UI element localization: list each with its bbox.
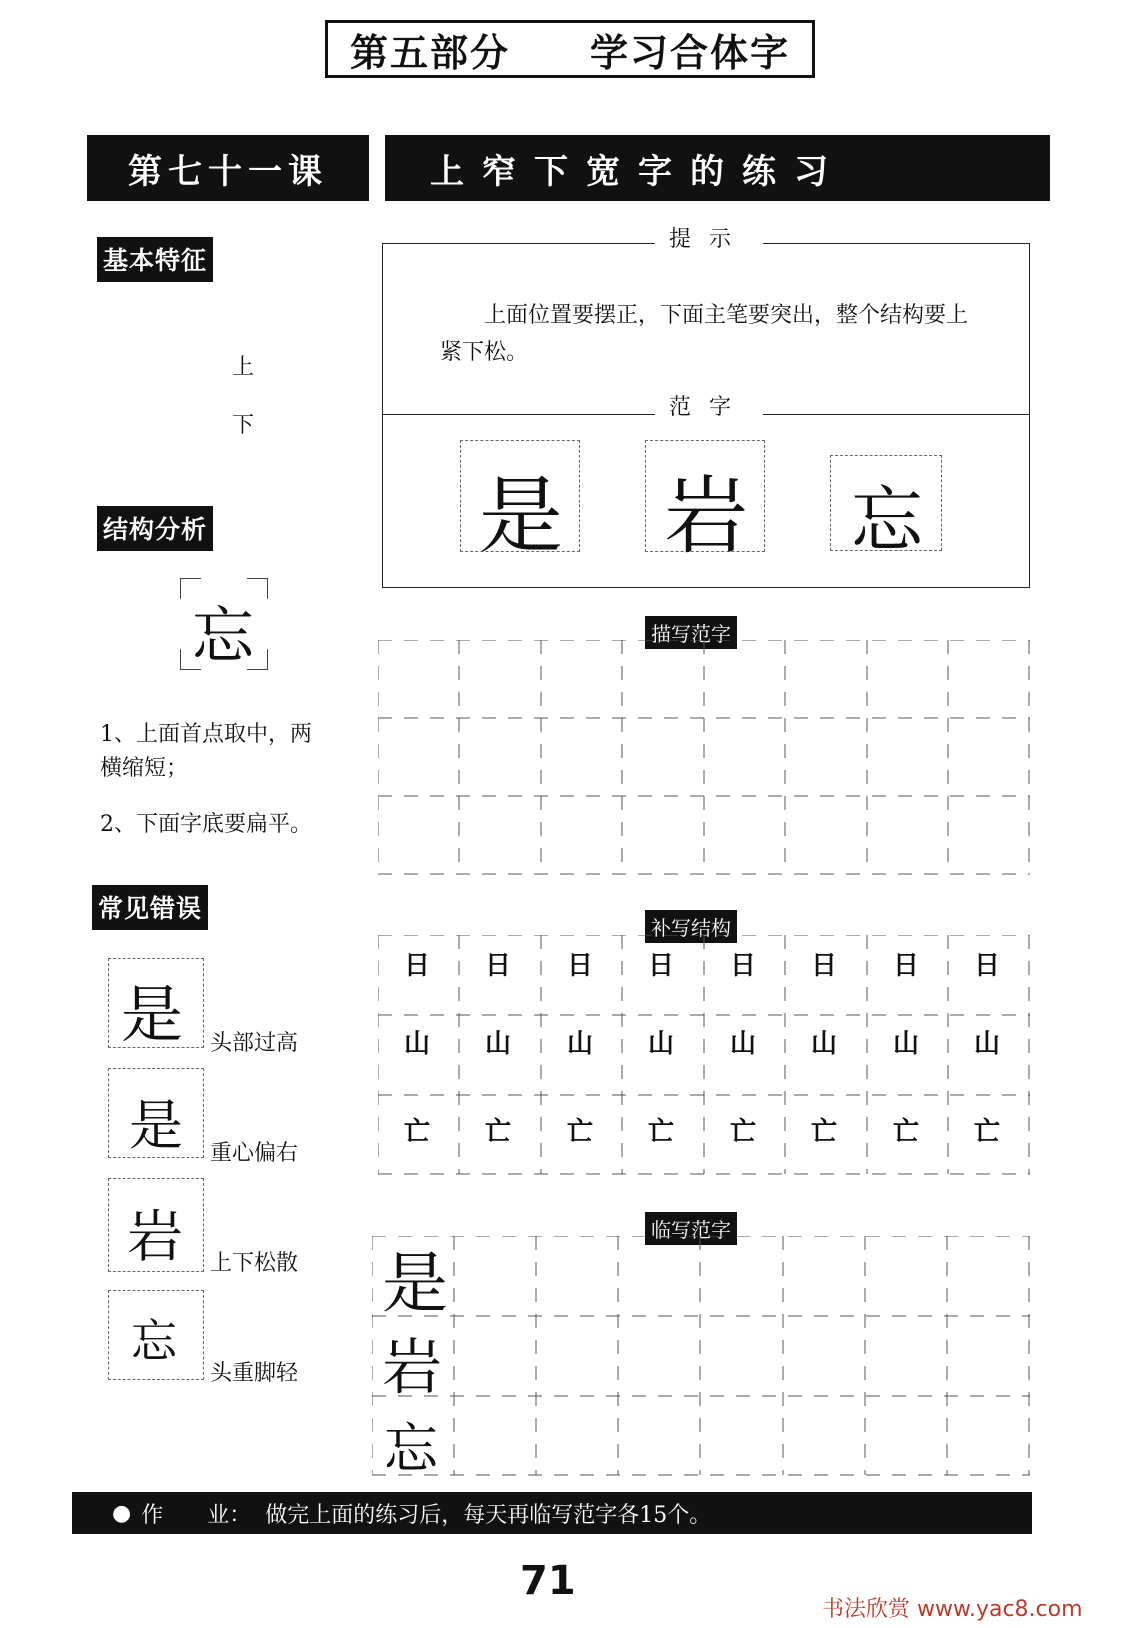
complete-r2-c5: 山 xyxy=(730,1029,757,1059)
error-cell-2 xyxy=(108,1068,204,1158)
copy-grid xyxy=(372,1236,1030,1480)
complete-r2-c6: 山 xyxy=(811,1029,838,1059)
feature-bottom-char: 下 xyxy=(232,413,255,438)
complete-r1-c1: 日 xyxy=(404,951,431,981)
tips-label: 提示 xyxy=(655,222,763,253)
complete-grid xyxy=(378,935,1030,1175)
complete-r3-c6: 亡 xyxy=(811,1117,838,1147)
error-char-2: 是 xyxy=(129,1094,183,1157)
complete-r3-c8: 亡 xyxy=(974,1117,1001,1147)
errors-label: 常见错误 xyxy=(92,885,208,930)
complete-r1-c4: 日 xyxy=(648,951,675,981)
copy-char-2: 岩 xyxy=(382,1333,442,1403)
complete-r1-c6: 日 xyxy=(811,951,838,981)
copy-char-3: 忘 xyxy=(384,1417,438,1480)
complete-grid-lines xyxy=(378,935,1030,1175)
error-desc-4: 头重脚轻 xyxy=(210,1361,299,1386)
feature-top-char: 上 xyxy=(232,355,255,380)
structure-point-2: 2、下面字底要扁平。 xyxy=(100,812,312,837)
complete-r1-c5: 日 xyxy=(730,951,757,981)
error-cell-4 xyxy=(108,1290,204,1380)
model-char-3: 忘 xyxy=(851,478,924,562)
copy-char-1: 是 xyxy=(382,1245,448,1322)
error-desc-1: 头部过高 xyxy=(210,1031,299,1056)
model-char-1: 是 xyxy=(479,467,564,565)
homework-text: 做完上面的练习后，每天再临写范字各15个。 xyxy=(265,1502,712,1528)
complete-r2-c1: 山 xyxy=(404,1029,431,1059)
part-header xyxy=(325,20,815,78)
complete-r3-c1: 亡 xyxy=(404,1117,431,1147)
error-cell-3 xyxy=(108,1178,204,1272)
page-number: 71 xyxy=(520,1558,576,1604)
copy-label: 临写范字 xyxy=(645,1212,737,1245)
complete-r1-c2: 日 xyxy=(485,951,512,981)
error-char-1: 是 xyxy=(121,978,184,1051)
complete-r2-c4: 山 xyxy=(648,1029,675,1059)
part-topic: 学习合体字 xyxy=(590,29,791,75)
complete-r2-c8: 山 xyxy=(974,1029,1001,1059)
watermark: 书法欣赏 www.yac8.com xyxy=(822,1597,1083,1622)
model-label: 范字 xyxy=(655,390,763,421)
trace-grid-lines xyxy=(378,640,1030,875)
trace-grid xyxy=(378,640,1030,875)
complete-r2-c2: 山 xyxy=(485,1029,512,1059)
complete-label: 补写结构 xyxy=(645,910,737,943)
error-char-3: 岩 xyxy=(127,1205,183,1270)
model-cell-1 xyxy=(460,440,580,565)
error-desc-2: 重心偏右 xyxy=(210,1141,299,1166)
trace-label: 描写范字 xyxy=(645,616,737,649)
structure-example-cell xyxy=(180,578,268,670)
error-cell-1 xyxy=(108,958,204,1051)
homework-label: 作 业： xyxy=(141,1502,252,1528)
model-cell-3 xyxy=(830,455,942,562)
model-cell-2 xyxy=(645,440,765,565)
complete-r1-c3: 日 xyxy=(567,951,594,981)
complete-r3-c5: 亡 xyxy=(730,1117,757,1147)
complete-r2-c3: 山 xyxy=(567,1029,594,1059)
homework-bar xyxy=(72,1492,1032,1534)
error-desc-3: 上下松散 xyxy=(210,1251,299,1276)
lesson-title: 上窄下宽字的练习 xyxy=(385,135,1050,201)
complete-r1-c8: 日 xyxy=(974,951,1001,981)
structure-example-char: 忘 xyxy=(192,599,255,672)
complete-r3-c4: 亡 xyxy=(648,1117,675,1147)
complete-r3-c3: 亡 xyxy=(567,1117,594,1147)
error-char-4: 忘 xyxy=(131,1314,177,1368)
complete-r2-c7: 山 xyxy=(893,1029,920,1059)
model-char-2: 岩 xyxy=(664,467,749,565)
structure-label: 结构分析 xyxy=(97,506,213,551)
tips-text: 上面位置要摆正，下面主笔要突出，整个结构要上紧下松。 xyxy=(440,303,969,365)
structure-point-1: 1、上面首点取中，两横缩短； xyxy=(100,722,312,781)
basic-features-label: 基本特征 xyxy=(97,237,213,282)
part-label: 第五部分 xyxy=(349,29,510,75)
complete-r1-c7: 日 xyxy=(893,951,920,981)
lesson-number: 第七十一课 xyxy=(87,135,369,201)
complete-r3-c2: 亡 xyxy=(485,1117,512,1147)
copy-grid-lines xyxy=(372,1236,1030,1476)
complete-r3-c7: 亡 xyxy=(893,1117,920,1147)
homework-bullet: ● xyxy=(112,1500,132,1526)
